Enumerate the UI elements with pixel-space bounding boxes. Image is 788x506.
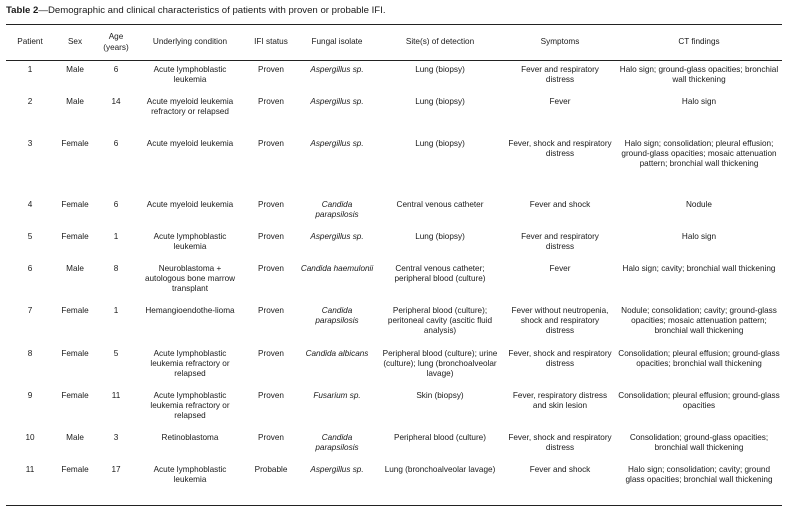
detection-site-cell: Peripheral blood (culture): [394, 432, 486, 442]
sex-cell: Female: [61, 305, 89, 315]
ifi-status-cell: Proven: [258, 138, 284, 148]
table-header-row: [6, 25, 782, 61]
patient-cell: 11: [25, 464, 35, 474]
column-header: Sex: [67, 37, 83, 47]
condition-cell: Acute myeloid leukemia: [146, 199, 234, 209]
table-row: [6, 228, 782, 260]
table-row: [6, 196, 782, 228]
ct-findings-cell: Nodule; consolidation; cavity; ground-glass opacities; mosaic attenuation pattern; bronchial wall thickening: [621, 305, 777, 336]
symptoms-cell: Fever, respiratory distress and skin lesion: [512, 390, 608, 410]
fungal-isolate-cell: Fusarium sp.: [313, 390, 361, 400]
detection-site-cell: Skin (biopsy): [416, 390, 464, 400]
condition-cell: Acute lymphoblastic leukemia: [153, 231, 227, 251]
detection-site-cell: Lung (biopsy): [415, 231, 465, 241]
detection-site-cell: Lung (biopsy): [415, 96, 465, 106]
ifi-status-cell: Proven: [258, 348, 284, 358]
symptoms-cell: Fever, shock and respiratory distress: [508, 138, 612, 158]
detection-site-cell: Central venous catheter: [396, 199, 484, 209]
ifi-status-cell: Proven: [258, 432, 284, 442]
fungal-isolate-cell: Candida parapsilosis: [315, 432, 359, 452]
column-header: Patient: [17, 37, 43, 47]
sex-cell: Female: [61, 199, 89, 209]
table-row: [6, 61, 782, 93]
ct-findings-cell: Consolidation; pleural effusion; ground-glass opacities: [618, 390, 780, 410]
fungal-isolate-cell: Candida albicans: [305, 348, 369, 358]
ct-findings-cell: Halo sign: [681, 231, 717, 241]
detection-site-cell: Central venous catheter; peripheral blood (culture): [394, 263, 486, 283]
ifi-status-cell: Probable: [254, 464, 288, 474]
detection-site-cell: Lung (biopsy): [415, 138, 465, 148]
column-header: Site(s) of detection: [405, 37, 475, 47]
ct-findings-cell: Halo sign; cavity; bronchial wall thickening: [622, 263, 776, 273]
table-row: [6, 302, 782, 345]
age-cell: 6: [113, 138, 119, 148]
fungal-isolate-cell: Aspergillus sp.: [310, 464, 364, 474]
patient-cell: 4: [27, 199, 33, 209]
sex-cell: Male: [66, 65, 84, 74]
sex-cell: Female: [61, 390, 89, 400]
ct-findings-cell: Nodule: [686, 199, 712, 209]
patient-characteristics-table: [6, 24, 782, 506]
fungal-isolate-cell: Aspergillus sp.: [310, 231, 364, 241]
fungal-isolate-cell: Candida parapsilosis: [315, 305, 359, 325]
patient-cell: 9: [27, 390, 33, 400]
ifi-status-cell: Proven: [258, 390, 284, 400]
condition-cell: Acute lymphoblastic leukemia refractory or relapsed: [150, 390, 230, 421]
table-row: [6, 461, 782, 506]
patient-cell: 8: [27, 348, 33, 358]
column-header: Fungal isolate: [311, 37, 363, 47]
ct-findings-cell: Consolidation; ground-glass opacities; bronchial wall thickening: [629, 432, 769, 452]
patient-cell: 6: [27, 263, 33, 273]
ifi-status-cell: Proven: [258, 96, 284, 106]
sex-cell: Female: [61, 348, 89, 358]
age-cell: 8: [113, 263, 119, 273]
sex-cell: Female: [61, 464, 89, 474]
age-cell: 6: [113, 199, 119, 209]
condition-cell: Acute lymphoblastic leukemia: [153, 65, 227, 85]
fungal-isolate-cell: Aspergillus sp.: [310, 65, 364, 74]
table-caption-text: —Demographic and clinical characteristics of patients with proven or probable IFI.: [38, 5, 386, 16]
sex-cell: Female: [61, 138, 89, 148]
table-label: Table 2: [6, 5, 39, 16]
age-cell: 11: [111, 390, 121, 400]
table-row: [6, 135, 782, 196]
patient-cell: 1: [27, 65, 33, 74]
condition-cell: Acute myeloid leukemia refractory or relapsed: [146, 96, 234, 116]
age-cell: 1: [113, 305, 119, 315]
patient-cell: 5: [27, 231, 33, 241]
sex-cell: Male: [66, 432, 84, 442]
table-caption: [6, 5, 386, 17]
patient-cell: 7: [27, 305, 33, 315]
sex-cell: Male: [66, 96, 84, 106]
table-row: [6, 345, 782, 387]
ct-findings-cell: Halo sign: [681, 96, 717, 106]
column-header: Underlying condition: [152, 37, 228, 47]
ct-findings-cell: Consolidation; pleural effusion; ground-glass opacities; bronchial wall thickening: [618, 348, 780, 368]
table-row: [6, 429, 782, 461]
ifi-status-cell: Proven: [258, 199, 284, 209]
patient-cell: 2: [27, 96, 33, 106]
ifi-status-cell: Proven: [258, 231, 284, 241]
symptoms-cell: Fever and respiratory distress: [521, 231, 599, 251]
column-header: CT findings: [678, 37, 720, 47]
ifi-status-cell: Proven: [258, 305, 284, 315]
condition-cell: Acute lymphoblastic leukemia: [153, 464, 227, 484]
fungal-isolate-cell: Candida parapsilosis: [315, 199, 359, 219]
table-row: [6, 387, 782, 429]
symptoms-cell: Fever: [549, 263, 571, 273]
symptoms-cell: Fever, shock and respiratory distress: [508, 348, 612, 368]
fungal-isolate-cell: Aspergillus sp.: [310, 138, 364, 148]
symptoms-cell: Fever and respiratory distress: [521, 65, 599, 85]
symptoms-cell: Fever: [549, 96, 571, 106]
detection-site-cell: Lung (biopsy): [415, 65, 465, 74]
patient-cell: 3: [27, 138, 33, 148]
condition-cell: Hemangioendothe-lioma: [145, 305, 235, 315]
condition-cell: Acute myeloid leukemia: [146, 138, 234, 148]
age-cell: 6: [113, 65, 119, 74]
condition-cell: Acute lymphoblastic leukemia refractory or relapsed: [150, 348, 230, 379]
table-row: [6, 93, 782, 135]
sex-cell: Female: [61, 231, 89, 241]
ifi-status-cell: Proven: [258, 263, 284, 273]
fungal-isolate-cell: Aspergillus sp.: [310, 96, 364, 106]
age-cell: 3: [113, 432, 119, 442]
column-header: Age (years): [103, 32, 129, 52]
ct-findings-cell: Halo sign; consolidation; pleural effusion; ground-glass opacities; mosaic attenuation pattern; bronchial wall thickening: [621, 138, 777, 169]
symptoms-cell: Fever and shock: [529, 199, 591, 209]
detection-site-cell: Peripheral blood (culture); peritoneal cavity (ascitic fluid analysis): [387, 305, 493, 336]
ifi-status-cell: Proven: [258, 65, 284, 74]
age-cell: 17: [111, 464, 121, 474]
age-cell: 14: [111, 96, 121, 106]
column-header: IFI status: [254, 37, 288, 47]
symptoms-cell: Fever without neutropenia, shock and respiratory distress: [511, 305, 609, 336]
age-cell: 5: [113, 348, 119, 358]
sex-cell: Male: [66, 263, 84, 273]
condition-cell: Neuroblastoma + autologous bone marrow transplant: [144, 263, 236, 294]
symptoms-cell: Fever and shock: [529, 464, 591, 474]
table-body: [6, 61, 782, 506]
column-header: Symptoms: [540, 37, 580, 47]
symptoms-cell: Fever, shock and respiratory distress: [508, 432, 612, 452]
patient-cell: 10: [25, 432, 35, 442]
ct-findings-cell: Halo sign; consolidation; cavity; ground glass opacities; bronchial wall thickening: [625, 464, 773, 484]
ct-findings-cell: Halo sign; ground-glass opacities; bronchial wall thickening: [619, 65, 779, 85]
detection-site-cell: Peripheral blood (culture); urine (culture); lung (bronchoalveolar lavage): [382, 348, 498, 379]
condition-cell: Retinoblastoma: [161, 432, 219, 442]
age-cell: 1: [113, 231, 119, 241]
table-row: [6, 260, 782, 302]
detection-site-cell: Lung (bronchoalveolar lavage): [384, 464, 496, 474]
fungal-isolate-cell: Candida haemulonii: [300, 263, 374, 273]
